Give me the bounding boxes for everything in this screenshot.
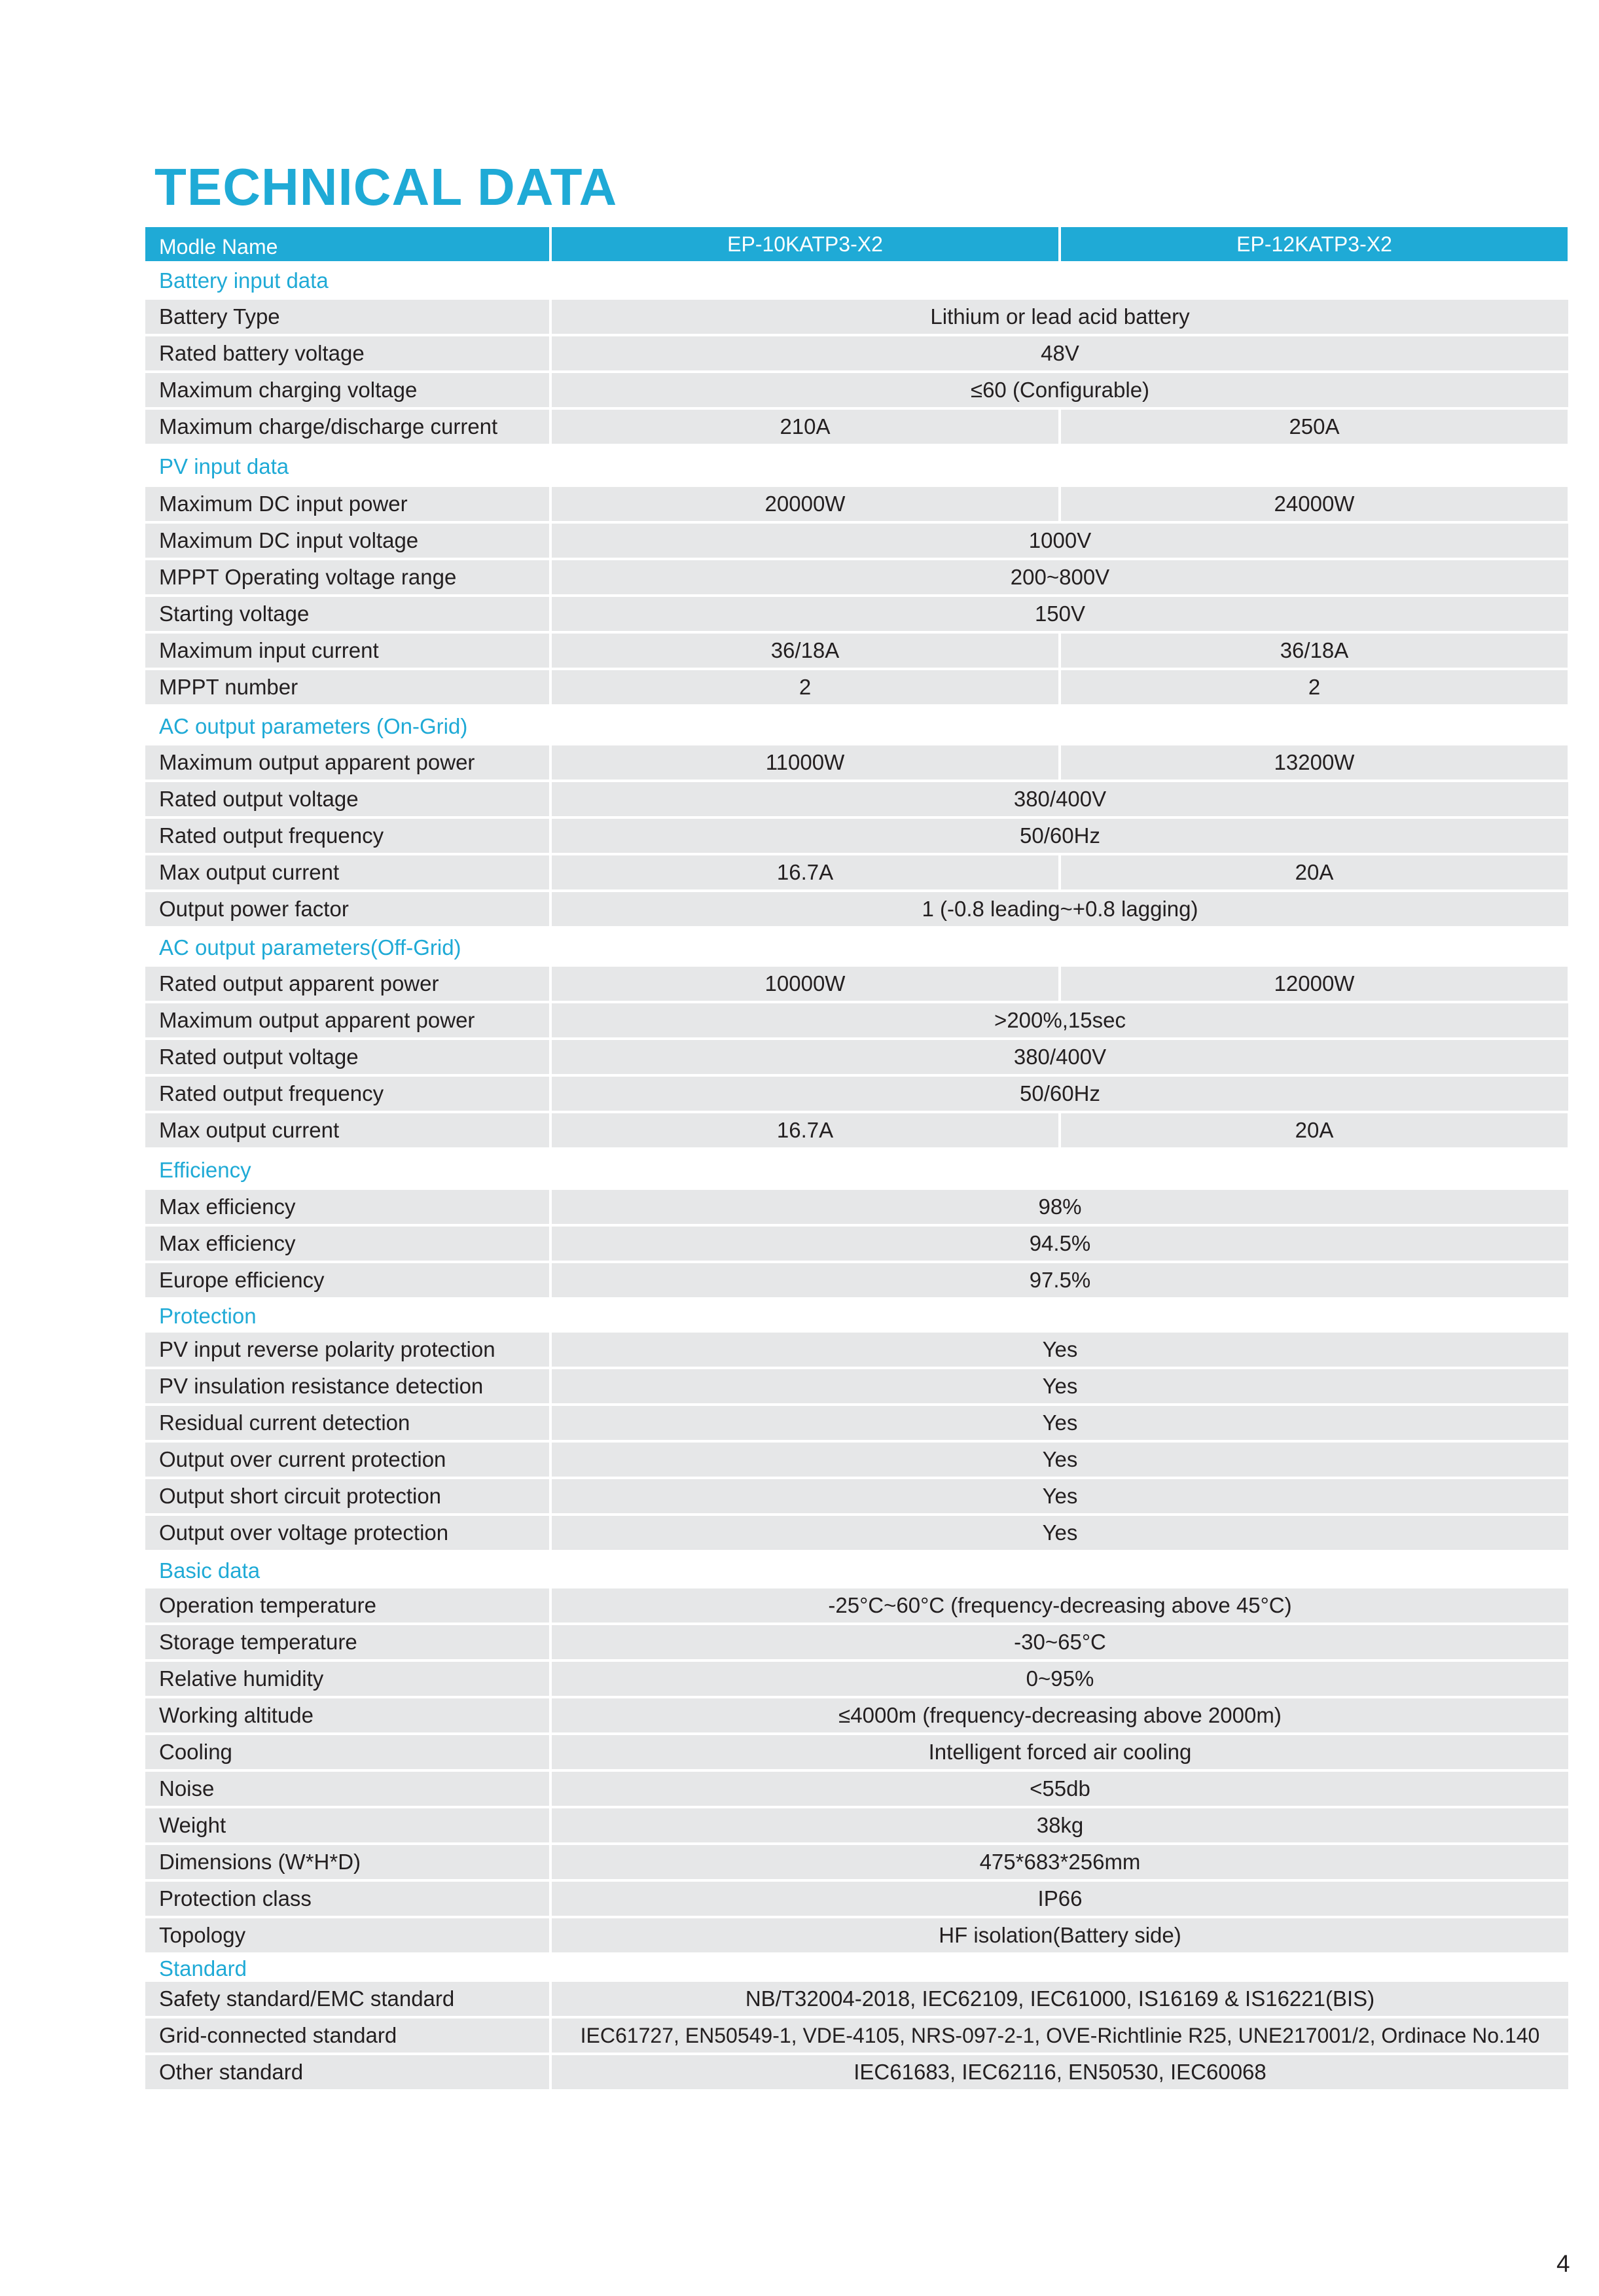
header-label: Modle Name xyxy=(145,227,549,261)
section-heading-eff: Efficiency xyxy=(159,1157,251,1182)
table-row xyxy=(145,1662,1568,1696)
row-value-shared: Yes xyxy=(552,1443,1568,1477)
table-row xyxy=(145,1698,1568,1732)
row-label: Maximum output apparent power xyxy=(145,1003,549,1037)
section-heading-battery: Battery input data xyxy=(159,268,329,293)
row-label: PV input reverse polarity protection xyxy=(145,1333,549,1367)
table-row xyxy=(145,1772,1568,1806)
row-label: Max output current xyxy=(145,855,549,889)
row-value-model-2: 24000W xyxy=(1061,487,1568,521)
row-value-shared: 48V xyxy=(552,336,1568,370)
row-label: Working altitude xyxy=(145,1698,549,1732)
row-label: Maximum input current xyxy=(145,634,549,668)
row-value-shared: >200%,15sec xyxy=(552,1003,1568,1037)
section-heading-ongrid: AC output parameters (On-Grid) xyxy=(159,713,468,738)
row-value-shared: IEC61683, IEC62116, EN50530, IEC60068 xyxy=(552,2055,1568,2089)
table-row xyxy=(145,1443,1568,1477)
row-value-shared: 380/400V xyxy=(552,782,1568,816)
table-row xyxy=(145,1516,1568,1550)
row-label: Cooling xyxy=(145,1735,549,1769)
row-label: PV insulation resistance detection xyxy=(145,1369,549,1403)
row-label: Grid-connected standard xyxy=(145,2018,549,2053)
table-row xyxy=(145,892,1568,926)
row-label: Output power factor xyxy=(145,892,549,926)
row-value-shared: 38kg xyxy=(552,1808,1568,1842)
row-value-shared: 94.5% xyxy=(552,1227,1568,1261)
table-row xyxy=(145,487,1568,521)
table-header-row xyxy=(145,227,1568,261)
row-label: Rated output frequency xyxy=(145,819,549,853)
row-value-shared: <55db xyxy=(552,1772,1568,1806)
table-row xyxy=(145,1040,1568,1074)
row-label: Rated output apparent power xyxy=(145,967,549,1001)
table-row xyxy=(145,1625,1568,1659)
table-row xyxy=(145,1406,1568,1440)
row-value-shared: Intelligent forced air cooling xyxy=(552,1735,1568,1769)
row-label: Storage temperature xyxy=(145,1625,549,1659)
row-label: Europe efficiency xyxy=(145,1263,549,1297)
row-value-shared: 98% xyxy=(552,1190,1568,1224)
row-label: Maximum charging voltage xyxy=(145,373,549,407)
row-value-model-1: 20000W xyxy=(552,487,1058,521)
section-heading-prot: Protection xyxy=(159,1304,257,1328)
table-row xyxy=(145,1333,1568,1367)
header-model-2: EP-12KATP3-X2 xyxy=(1061,227,1568,261)
table-row xyxy=(145,819,1568,853)
table-row xyxy=(145,634,1568,668)
row-value-shared: HF isolation(Battery side) xyxy=(552,1918,1568,1952)
row-label: MPPT Operating voltage range xyxy=(145,560,549,594)
table-row xyxy=(145,967,1568,1001)
row-value-model-2: 36/18A xyxy=(1061,634,1568,668)
row-label: Weight xyxy=(145,1808,549,1842)
row-label: Output over current protection xyxy=(145,1443,549,1477)
row-label: Other standard xyxy=(145,2055,549,2089)
table-row xyxy=(145,1369,1568,1403)
section-heading-basic: Basic data xyxy=(159,1558,261,1583)
page-title: TECHNICAL DATA xyxy=(154,158,618,216)
row-value-model-1: 11000W xyxy=(552,745,1058,780)
table-row xyxy=(145,1113,1568,1147)
row-value-model-1: 2 xyxy=(552,670,1058,704)
row-value-shared: 50/60Hz xyxy=(552,819,1568,853)
table-row xyxy=(145,373,1568,407)
row-value-model-1: 36/18A xyxy=(552,634,1058,668)
table-row xyxy=(145,1190,1568,1224)
table-row xyxy=(145,1982,1568,2016)
row-value-shared: 380/400V xyxy=(552,1040,1568,1074)
table-row xyxy=(145,1882,1568,1916)
row-label: MPPT number xyxy=(145,670,549,704)
row-label: Maximum DC input power xyxy=(145,487,549,521)
row-value-model-2: 2 xyxy=(1061,670,1568,704)
row-label: Dimensions (W*H*D) xyxy=(145,1845,549,1879)
table-row xyxy=(145,524,1568,558)
row-label: Starting voltage xyxy=(145,597,549,631)
row-value-model-1: 210A xyxy=(552,410,1058,444)
section-heading-offgrid: AC output parameters(Off-Grid) xyxy=(159,935,461,960)
row-label: Rated output voltage xyxy=(145,782,549,816)
row-value-shared: 1 (-0.8 leading~+0.8 lagging) xyxy=(552,892,1568,926)
table-row xyxy=(145,1918,1568,1952)
table-row xyxy=(145,670,1568,704)
row-value-shared: Yes xyxy=(552,1516,1568,1550)
table-row xyxy=(145,2018,1568,2053)
table-row xyxy=(145,2055,1568,2089)
row-label: Output short circuit protection xyxy=(145,1479,549,1513)
row-value-shared: 0~95% xyxy=(552,1662,1568,1696)
row-label: Maximum output apparent power xyxy=(145,745,549,780)
row-value-shared: -25°C~60°C (frequency-decreasing above 45°C) xyxy=(552,1588,1568,1623)
row-value-shared: 475*683*256mm xyxy=(552,1845,1568,1879)
row-value-shared: 97.5% xyxy=(552,1263,1568,1297)
row-value-shared: -30~65°C xyxy=(552,1625,1568,1659)
page-number: 4 xyxy=(1556,2250,1570,2277)
row-label: Maximum DC input voltage xyxy=(145,524,549,558)
table-row xyxy=(145,1479,1568,1513)
row-value-model-2: 20A xyxy=(1061,1113,1568,1147)
table-row xyxy=(145,1227,1568,1261)
row-label: Relative humidity xyxy=(145,1662,549,1696)
row-value-shared: 200~800V xyxy=(552,560,1568,594)
table-row xyxy=(145,1588,1568,1623)
row-value-shared: IP66 xyxy=(552,1882,1568,1916)
table-row xyxy=(145,1003,1568,1037)
sections-container xyxy=(145,261,1568,2089)
row-value-model-2: 20A xyxy=(1061,855,1568,889)
table-row xyxy=(145,745,1568,780)
table-row xyxy=(145,1845,1568,1879)
row-value-model-2: 250A xyxy=(1061,410,1568,444)
row-value-shared: Yes xyxy=(552,1333,1568,1367)
row-label: Safety standard/EMC standard xyxy=(145,1982,549,2016)
row-value-shared: ≤60 (Configurable) xyxy=(552,373,1568,407)
table-row xyxy=(145,1735,1568,1769)
row-value-model-2: 12000W xyxy=(1061,967,1568,1001)
row-label: Output over voltage protection xyxy=(145,1516,549,1550)
table-row xyxy=(145,782,1568,816)
row-label: Protection class xyxy=(145,1882,549,1916)
row-value-shared: Yes xyxy=(552,1406,1568,1440)
row-label: Noise xyxy=(145,1772,549,1806)
row-label: Rated battery voltage xyxy=(145,336,549,370)
row-label: Max output current xyxy=(145,1113,549,1147)
row-value-model-1: 16.7A xyxy=(552,1113,1058,1147)
table-row xyxy=(145,300,1568,334)
row-value-shared: IEC61727, EN50549-1, VDE-4105, NRS-097-2-1, OVE-Richtlinie R25, UNE217001/2, Ordinace No.140 xyxy=(552,2018,1568,2053)
row-label: Maximum charge/discharge current xyxy=(145,410,549,444)
row-value-model-2: 13200W xyxy=(1061,745,1568,780)
row-label: Battery Type xyxy=(145,300,549,334)
table-row xyxy=(145,1263,1568,1297)
section-heading-pv: PV input data xyxy=(159,454,289,478)
row-label: Residual current detection xyxy=(145,1406,549,1440)
row-label: Max efficiency xyxy=(145,1190,549,1224)
row-value-shared: Yes xyxy=(552,1479,1568,1513)
row-value-shared: 1000V xyxy=(552,524,1568,558)
table-row xyxy=(145,560,1568,594)
technical-data-table xyxy=(145,227,1568,2092)
table-row xyxy=(145,1808,1568,1842)
row-label: Rated output frequency xyxy=(145,1077,549,1111)
row-label: Max efficiency xyxy=(145,1227,549,1261)
section-heading-std: Standard xyxy=(159,1956,247,1981)
row-label: Rated output voltage xyxy=(145,1040,549,1074)
row-value-shared: 150V xyxy=(552,597,1568,631)
row-value-shared: Yes xyxy=(552,1369,1568,1403)
row-value-shared: ≤4000m (frequency-decreasing above 2000m) xyxy=(552,1698,1568,1732)
table-row xyxy=(145,1077,1568,1111)
row-label: Operation temperature xyxy=(145,1588,549,1623)
row-value-shared: 50/60Hz xyxy=(552,1077,1568,1111)
row-value-shared: Lithium or lead acid battery xyxy=(552,300,1568,334)
row-label: Topology xyxy=(145,1918,549,1952)
header-model-1: EP-10KATP3-X2 xyxy=(552,227,1058,261)
table-row xyxy=(145,410,1568,444)
row-value-model-1: 16.7A xyxy=(552,855,1058,889)
row-value-model-1: 10000W xyxy=(552,967,1058,1001)
table-row xyxy=(145,336,1568,370)
row-value-shared: NB/T32004-2018, IEC62109, IEC61000, IS16169 & IS16221(BIS) xyxy=(552,1982,1568,2016)
table-row xyxy=(145,855,1568,889)
table-row xyxy=(145,597,1568,631)
